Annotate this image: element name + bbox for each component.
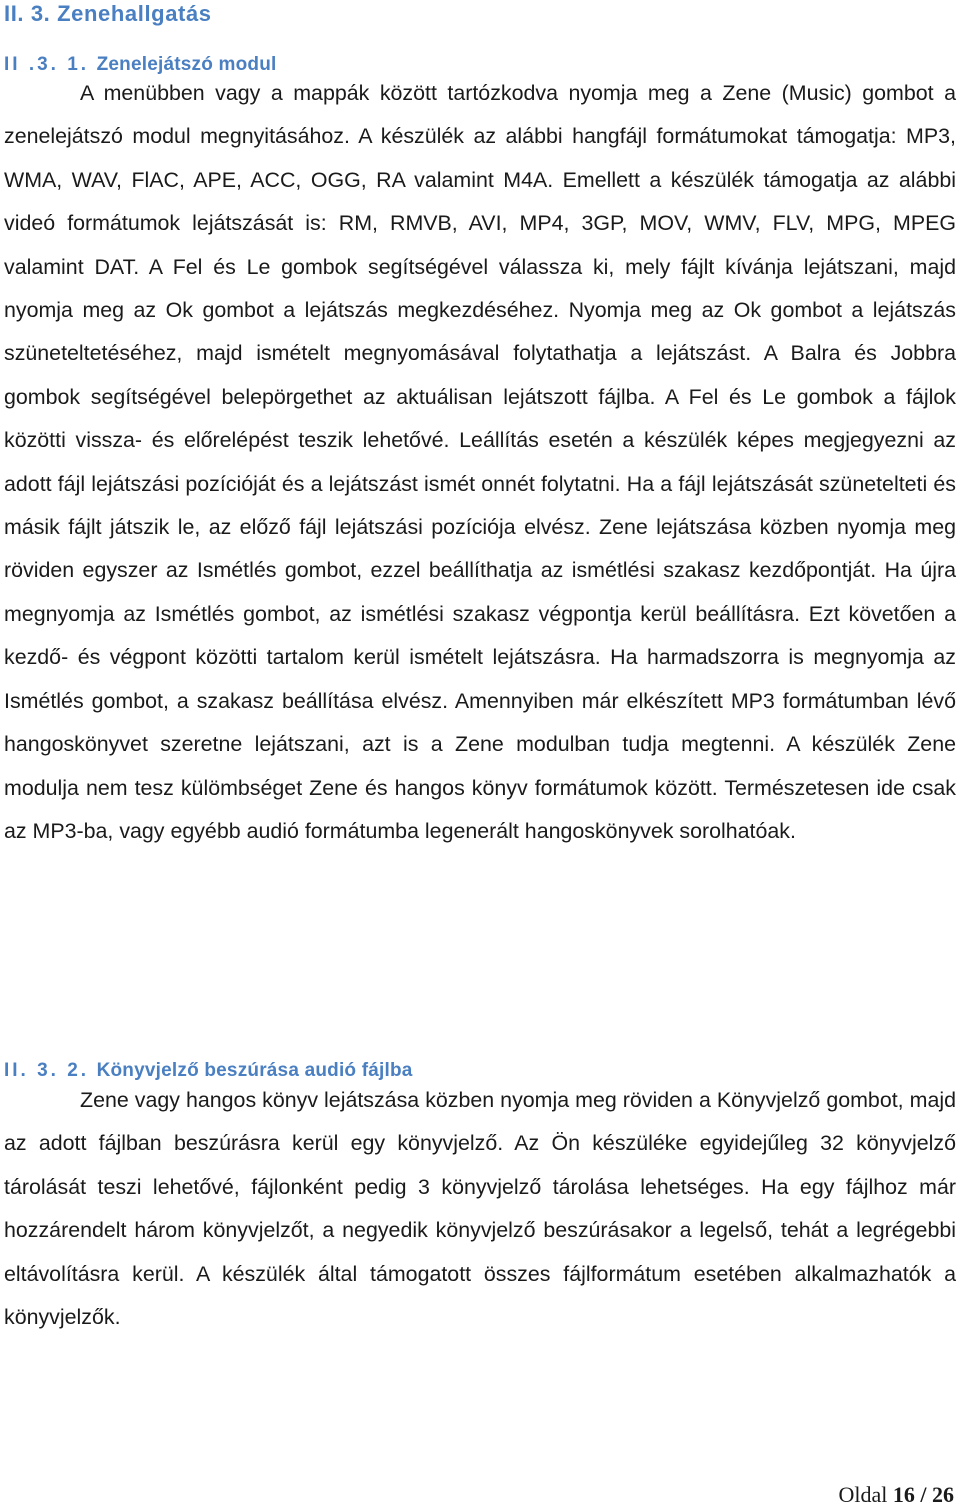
page-separator: / [920,1482,927,1507]
subsection-title: Könyvjelző beszúrása audió fájlba [96,1060,413,1081]
page-current: 16 [892,1482,915,1507]
page-label: Oldal [838,1482,888,1507]
subsection-title: Zenelejátszó modul [96,54,277,75]
paragraph-music-player: A menübben vagy a mappák között tartózkodva nyomja meg a Zene (Music) gombot a zenelejátszó modul megnyitásához. A készülék az alábbi hangfájl formátumokat támogatja: MP3, WMA, WAV, FlAC, APE, ACC, OGG, RA valamint M4A. Emellett a készülék támogatja az alábbi videó formátumok lejátszását is: RM, RMVB, AVI, MP4, 3GP, MOV, WMV, FLV, MPG, MPEG valamint DAT. A Fel és Le gombok segítségével válassza ki, mely fájlt kívánja lejátszani, majd nyomja meg az Ok gombot a lejátszás megkezdéséhez. Nyomja meg az Ok gombot a lejátszás szüneteltetéséhez, majd ismételt megnyomásával folytathatja a lejátszást. A Balra és Jobbra gombok segítségével belepörgethet az aktuálisan lejátszott fájlba. A Fel és Le gombok a fájlok közötti vissza- és előrelépést teszik lehetővé. Leállítás esetén a készülék képes megjegyezni az adott fájl lejátszási pozícióját és a lejátszást ismét onnét folytatni. Ha a fájl lejátszását szünetelteti és másik fájlt játszik le, az előző fájl lejátszási pozíciója elvész. Zene lejátszása közben nyomja meg röviden egyszer az Ismétlés gombot, ezzel beállíthatja az ismétlési szakasz kezdőpontját. Ha újra megnyomja az Ismétlés gombot, az ismétlési szakasz végpontja kerül beállításra. Ezt követően a kezdő- és végpont közötti tartalom kerül ismételt lejátszásra. Ha harmadszorra is megnyomja az Ismétlés gombot, a szakasz beállítása elvész. Amennyiben már elkészített MP3 formátumban lévő hangoskönyvet szeretne lejátszani, azt is a Zene modulban tudja megtenni. A készülék Zene modulja nem tesz külömbséget Zene és hangos könyv formátumok között. Természetesen ide csak az MP3-ba, vagy egyébb audió formátumba legenerált hangoskönyvek sorolhatóak. [4,81,956,843]
section-heading: II. 3. Zenehallgatás [4,1,212,26]
subsection-number: II. 3. 2. [4,1060,90,1081]
subsection-number: II .3. 1. [4,54,90,75]
page-footer [838,1482,954,1508]
paragraph-bookmark: Zene vagy hangos könyv lejátszása közben nyomja meg röviden a Könyvjelző gombot, majd az adott fájlban beszúrásra kerül egy könyvjelző. Az Ön készüléke egyidejűleg 32 könyvjelző tárolását teszi lehetővé, fájlonként pedig 3 könyvjelző tárolása lehetséges. Ha egy fájlhoz már hozzárendelt három könyvjelzőt, a negyedik könyvjelző beszúrásakor a legelső, tehát a legrégebbi eltávolításra kerül. A készülék által támogatott összes fájlformátum esetében alkalmazhatók a könyvjelzők. [4,1088,956,1330]
page-total: 26 [932,1482,954,1507]
